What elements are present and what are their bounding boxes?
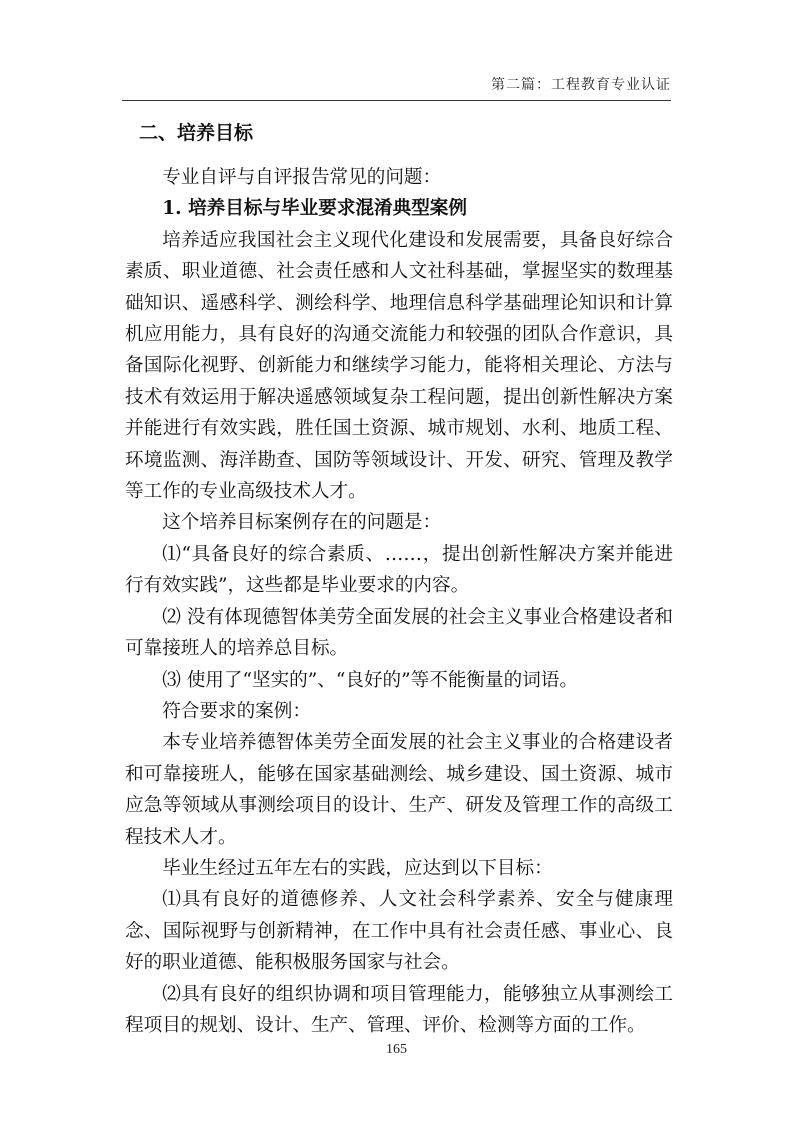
page-body	[125, 116, 673, 1041]
case-paragraph: 培养适应我国社会主义现代化建设和发展需要，具备良好综合素质、职业道德、社会责任感和人文社科基础，掌握坚实的数理基础知识、遥感科学、测绘科学、地理信息科学基础理论知识和计算机应用能力，具有良好的沟通交流能力和较强的团队合作意识，具备国际化视野、创新能力和继续学习能力，能将相关理论、方法与技术有效运用于解决遥感领域复杂工程问题，提出创新性解决方案并能进行有效实践，胜任国土资源、城市规划、水利、地质工程、环境监测、海洋勘查、国防等领域设计、开发、研究、管理及教学等工作的专业高级技术人才。	[125, 229, 673, 503]
goal-item-1: ⑴具有良好的道德修养、人文社会科学素养、安全与健康理念、国际视野与创新精神，在工作中具有社会责任感、事业心、良好的职业道德、能积极服务国家与社会。	[125, 889, 673, 974]
section-title: 二、培养目标	[139, 122, 254, 144]
goal-item-2: ⑵具有良好的组织协调和项目管理能力，能够独立从事测绘工程项目的规划、设计、生产、管理、评价、检测等方面的工作。	[125, 983, 673, 1036]
problem-item-3: ⑶ 使用了“坚实的”、“良好的”等不能衡量的词语。	[162, 669, 578, 691]
problem-item-1: ⑴“具备良好的综合素质、……，提出创新性解决方案并能进行有效实践”，这些都是毕业要求的内容。	[125, 543, 673, 597]
subsection-title: 1. 培养目标与毕业要求混淆典型案例	[162, 198, 467, 220]
problem-item-2: ⑵ 没有体现德智体美劳全面发展的社会主义事业合格建设者和可靠接班人的培养总目标。	[125, 606, 673, 660]
header-rule	[122, 100, 671, 101]
good-case-paragraph: 本专业培养德智体美劳全面发展的社会主义事业的合格建设者和可靠接班人，能够在国家基础测绘、城乡建设、国土资源、城市应急等领域从事测绘项目的设计、生产、研发及管理工作的高级工程技术人才。	[125, 732, 673, 848]
intro-paragraph: 专业自评与自评报告常见的问题：	[162, 167, 442, 188]
page-number: 165	[386, 1042, 407, 1057]
running-header: 第二篇：工程教育专业认证	[491, 77, 671, 93]
problems-intro: 这个培养目标案例存在的问题是：	[162, 512, 442, 534]
good-case-intro: 符合要求的案例：	[162, 700, 311, 722]
goals-intro: 毕业生经过五年左右的实践，应达到以下目标：	[162, 857, 553, 879]
